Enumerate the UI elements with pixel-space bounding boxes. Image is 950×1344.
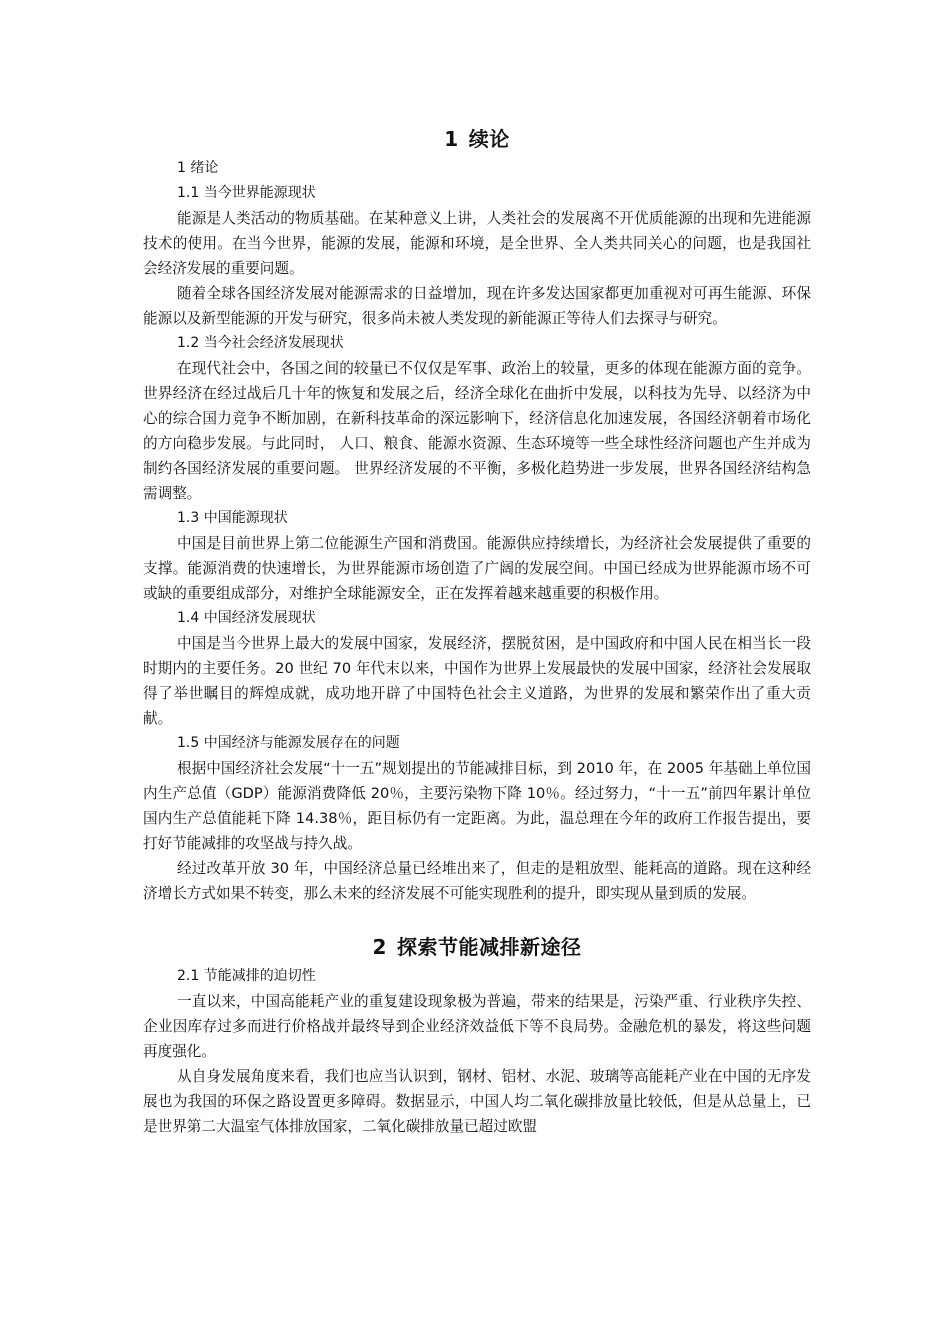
chapter-1-number: 1 — [444, 127, 459, 151]
document-body — [143, 124, 811, 1139]
paragraph-1-1-b: 随着全球各国经济发展对能源需求的日益增加，现在许多发达国家都更加重视对可再生能源、环保能源以及新型能源的开发与研究，很多尚未被人类发现的新能源正等待人们去探寻与研究。 — [143, 285, 811, 327]
chapter-2-number: 2 — [372, 935, 387, 959]
section-heading-2-1: 2.1 节能减排的迫切性 — [177, 968, 316, 984]
chapter-2-text: 探索节能减排新途径 — [396, 935, 582, 959]
section-heading-1-2: 1.2 当今社会经济发展现状 — [177, 335, 344, 351]
paragraph-2-1-a: 一直以来，中国高能耗产业的重复建设现象极为普遍，带来的结果是，污染严重、行业秩序失控、企业因库存过多而进行价格战并最终导到企业经济效益低下等不良局势。金融危机的暴发，将这些问题再度强化。 — [143, 993, 811, 1060]
paragraph-1-3-a: 中国是目前世界上第二位能源生产国和消费国。能源供应持续增长，为经济社会发展提供了重要的支撑。能源消费的快速增长，为世界能源市场创造了广阔的发展空间。中国已经成为世界能源市场不可或缺的重要组成部分，对维护全球能源安全，正在发挥着越来越重要的积极作用。 — [143, 535, 811, 602]
chapter-2-title — [143, 932, 811, 962]
section-heading-1-5: 1.5 中国经济与能源发展存在的问题 — [177, 735, 400, 751]
section-heading-1-3: 1.3 中国能源现状 — [177, 510, 288, 526]
chapter-1-title — [143, 124, 811, 154]
paragraph-1-1-a: 能源是人类活动的物质基础。在某种意义上讲，人类社会的发展离不开优质能源的出现和先进能源技术的使用。在当今世界，能源的发展，能源和环境，是全世界、全人类共同关心的问题，也是我国社会经济发展的重要问题。 — [143, 210, 811, 277]
paragraph-1-5-a: 根据中国经济社会发展“十一五”规划提出的节能减排目标，到 2010 年，在 2005 年基础上单位国内生产总值（GDP）能源消费降低 20％，主要污染物下降 10％。经过努力，“十一五”前四年累计单位国内生产总值能耗下降 14.38％，距目标仍有一定距离。为此，温总理在今年的政府工作报告提出，要打好节能减排的攻坚战与持久战。 — [143, 760, 811, 852]
chapter-1-text: 续论 — [468, 127, 510, 151]
section-heading-1-4: 1.4 中国经济发展现状 — [177, 610, 316, 626]
paragraph-1-4-a: 中国是当今世界上最大的发展中国家，发展经济，摆脱贫困，是中国政府和中国人民在相当长一段时期内的主要任务。20 世纪 70 年代末以来，中国作为世界上发展最快的发展中国家，经济社会发展取得了举世瞩目的辉煌成就，成功地开辟了中国特色社会主义道路，为世界的发展和繁荣作出了重大贡献。 — [143, 635, 811, 727]
section-heading-intro: 1 绪论 — [177, 160, 219, 176]
paragraph-1-5-b: 经过改革开放 30 年，中国经济总量已经堆出来了，但走的是粗放型、能耗高的道路。现在这种经济增长方式如果不转变，那么未来的经济发展不可能实现胜利的提升，即实现从量到质的发展。 — [143, 860, 811, 902]
paragraph-1-2-a: 在现代社会中，各国之间的较量已不仅仅是军事、政治上的较量，更多的体现在能源方面的竞争。世界经济在经过战后几十年的恢复和发展之后，经济全球化在曲折中发展，以科技为先导、以经济为中心的综合国力竞争不断加剧，在新科技革命的深远影响下，经济信息化加速发展，各国经济朝着市场化的方向稳步发展。与此同时， 人口、粮食、能源水资源、生态环境等一些全球性经济问题也产生并成为制约各国经济发展的重要问题。 世界经济发展的不平衡，多极化趋势进一步发展，世界各国经济结构急需调整。 — [143, 360, 811, 502]
paragraph-2-1-b: 从自身发展角度来看，我们也应当认识到，钢材、铝材、水泥、玻璃等高能耗产业在中国的无序发展也为我国的环保之路设置更多障碍。数据显示，中国人均二氧化碳排放量比较低，但是从总量上，已是世界第二大温室气体排放国家，二氧化碳排放量已超过欧盟 — [143, 1068, 811, 1135]
section-heading-1-1: 1.1 当今世界能源现状 — [177, 185, 316, 201]
